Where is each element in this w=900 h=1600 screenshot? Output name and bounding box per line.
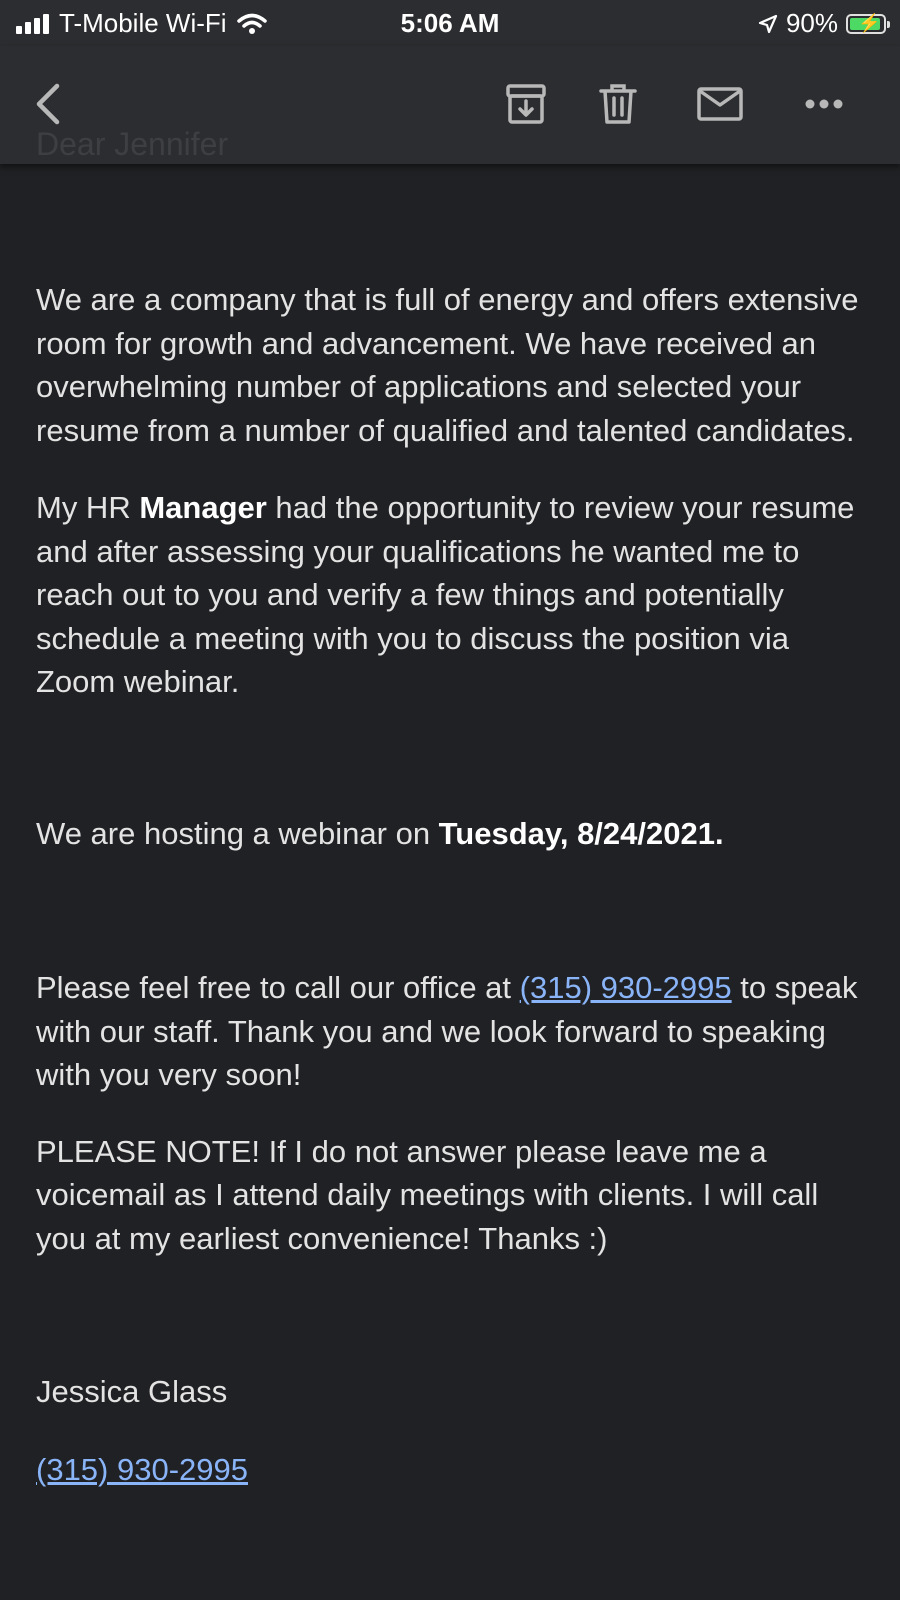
trash-icon [598, 82, 638, 126]
signature-name: Jessica Glass [36, 1374, 228, 1409]
carrier-label: T-Mobile Wi-Fi [59, 8, 227, 38]
paragraph-text: We are hosting a webinar on [36, 815, 439, 851]
status-time: 5:06 AM [400, 8, 500, 38]
paragraph-text: had the opportunity to review your resume and after assessing your qualifications he wanted me to reach out to you and verify a few things and potentially schedule a meeting with you to discuss the position via Zoom webinar. [36, 490, 855, 699]
bold-manager: Manager [139, 490, 267, 525]
archive-button[interactable] [496, 74, 556, 134]
paragraph-webinar [36, 812, 876, 856]
signature-phone-row [36, 1448, 876, 1492]
mark-unread-button[interactable] [690, 74, 750, 134]
status-right [758, 8, 886, 39]
paragraph-hr-manager [36, 486, 876, 704]
paragraph-please-note: PLEASE NOTE! If I do not answer please leave me a voicemail as I attend daily meetings with clients. I will call you at my earliest convenience! Thanks :) [36, 1133, 819, 1256]
archive-icon [504, 82, 548, 126]
more-horizontal-icon [804, 98, 844, 110]
mail-icon [696, 86, 744, 122]
paragraph-call-office [36, 966, 876, 1097]
email-toolbar [0, 46, 900, 164]
location-arrow-icon [758, 14, 778, 34]
battery-percent: 90% [785, 8, 838, 38]
more-options-button[interactable] [794, 74, 854, 134]
chevron-left-icon [31, 82, 65, 126]
faded-greeting: Dear Jennifer [36, 126, 229, 162]
back-button[interactable] [18, 74, 78, 134]
signature-phone-link[interactable]: (315) 930-2995 [36, 1451, 248, 1487]
phone-link[interactable]: (315) 930-2995 [519, 970, 732, 1005]
status-bar [0, 0, 900, 46]
paragraph-text: My HR [36, 490, 140, 525]
bold-webinar-date: Tuesday, 8/24/2021. [438, 815, 724, 851]
email-body [36, 278, 876, 1491]
paragraph-company: We are a company that is full of energy and offers extensive room for growth and advancement. We have received an overwhelming number of applications and selected your resume from a number of qualified and talented candidates. [36, 282, 859, 448]
paragraph-text: to speak with our staff. Thank you and we look forward to speaking with you very soon! [36, 970, 858, 1092]
paragraph-text: Please feel free to call our office at [36, 970, 520, 1005]
battery-icon: ⚡ [846, 14, 886, 34]
delete-button[interactable] [588, 74, 648, 134]
